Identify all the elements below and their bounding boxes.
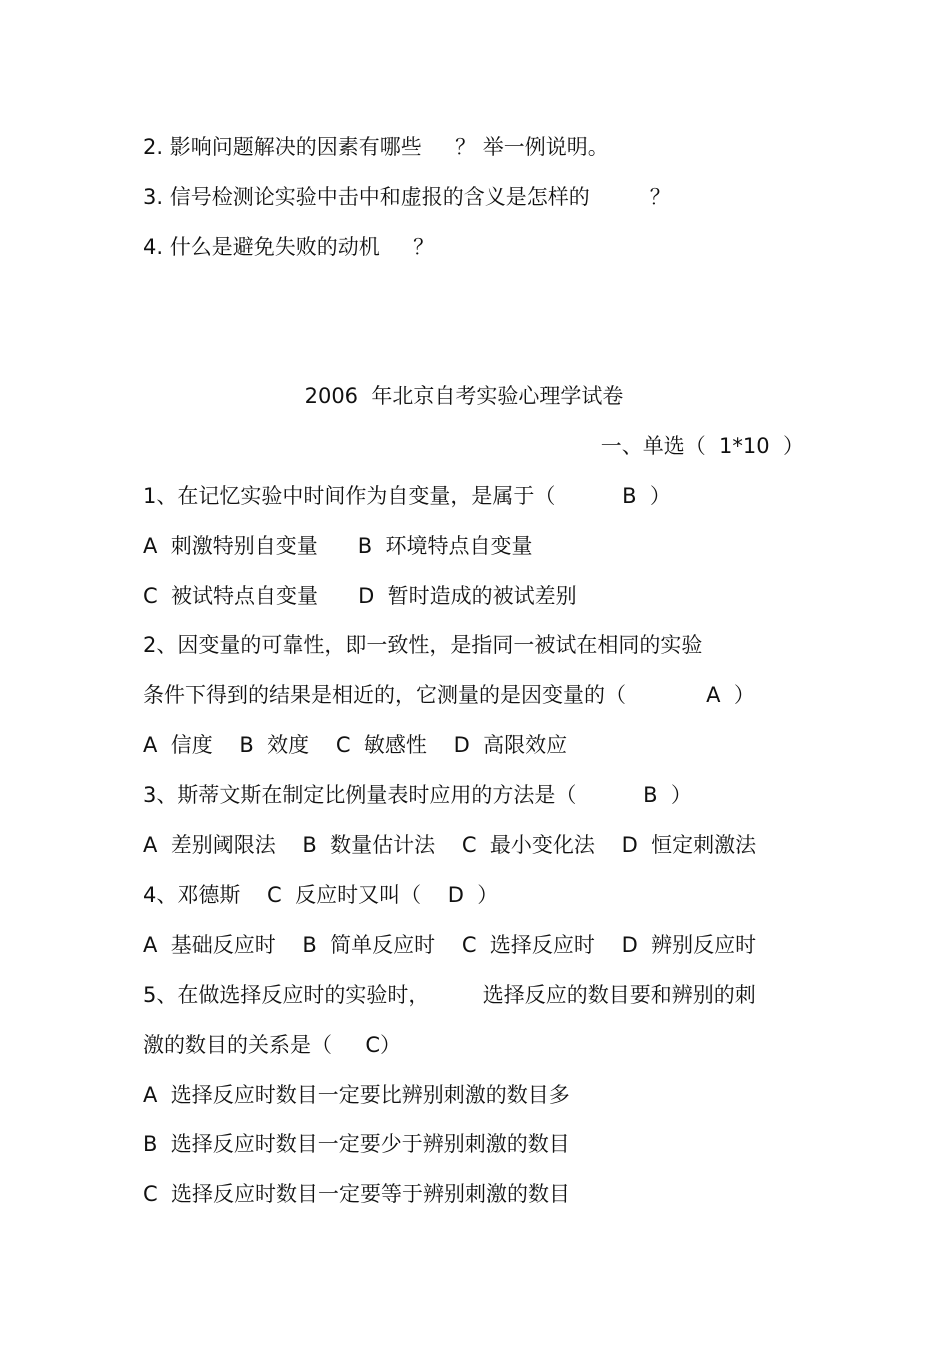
section-heading: 一、单选（ 1*10 ）: [600, 434, 804, 458]
exam-title: 2006 年北京自考实验心理学试卷: [304, 384, 624, 408]
q2-stem-line2: 条件下得到的结果是相近的，它测量的是因变量的（ A ）: [143, 683, 755, 707]
q3-stem: 3、斯蒂文斯在制定比例量表时应用的方法是（ B ）: [143, 783, 692, 807]
q3-options: A 差别阈限法 B 数量估计法 C 最小变化法 D 恒定刺激法: [143, 833, 757, 857]
q4-stem: 4、邓德斯 C 反应时又叫（ D ）: [143, 883, 499, 907]
q1-stem: 1、在记忆实验中时间作为自变量，是属于（ B ）: [143, 484, 671, 508]
q5-stem-line2: 激的数目的关系是（ C）: [143, 1033, 402, 1057]
q4-options: A 基础反应时 B 简单反应时 C 选择反应时 D 辨别反应时: [143, 933, 757, 957]
q1-options-ab: A 刺激特别自变量 B 环境特点自变量: [143, 534, 533, 558]
q5-option-c: C 选择反应时数目一定要等于辨别刺激的数目: [143, 1182, 571, 1206]
question-3-prev: 3. 信号检测论实验中击中和虚报的含义是怎样的 ？: [143, 185, 671, 209]
q1-options-cd: C 被试特点自变量 D 暂时造成的被试差别: [143, 584, 577, 608]
question-2-prev: 2. 影响问题解决的因素有哪些 ？ 举一例说明。: [143, 135, 609, 159]
q5-option-b: B 选择反应时数目一定要少于辨别刺激的数目: [143, 1132, 570, 1156]
q5-option-a: A 选择反应时数目一定要比辨别刺激的数目多: [143, 1083, 570, 1107]
q5-stem-line1: 5、在做选择反应时的实验时， 选择反应的数目要和辨别的刺: [143, 983, 756, 1007]
question-4-prev: 4. 什么是避免失败的动机 ？: [143, 235, 435, 259]
q2-options: A 信度 B 效度 C 敏感性 D 高限效应: [143, 733, 568, 757]
q2-stem-line1: 2、因变量的可靠性，即一致性，是指同一被试在相同的实验: [143, 633, 703, 657]
